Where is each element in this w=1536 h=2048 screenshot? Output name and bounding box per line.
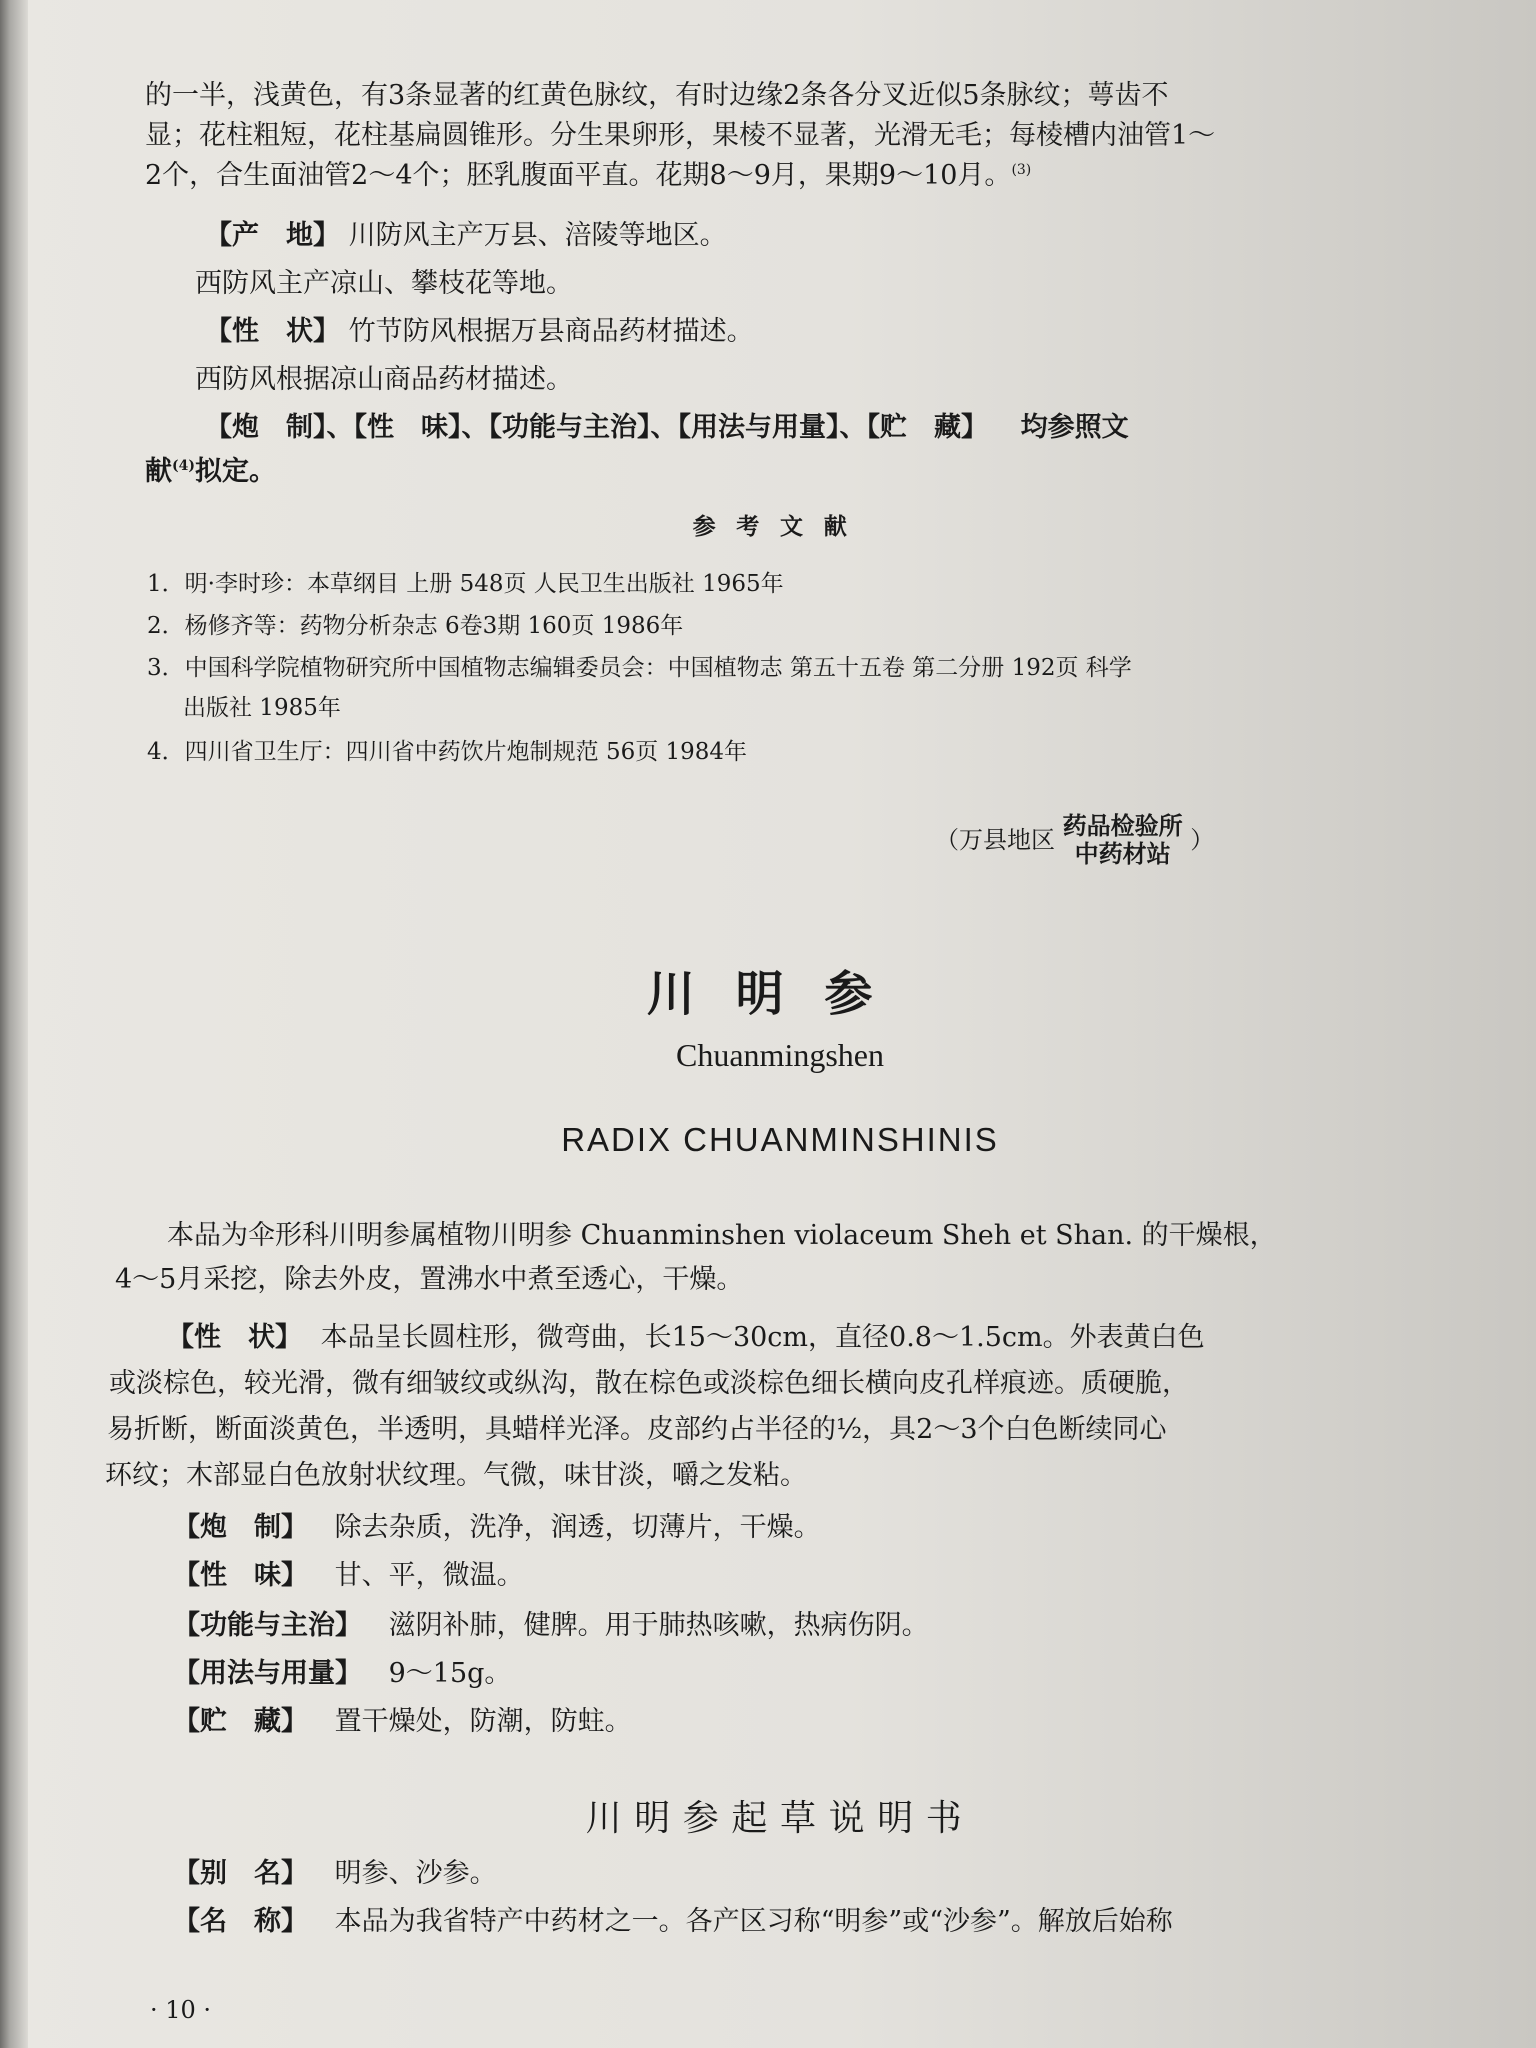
origin-line [205,218,727,254]
affiliation-block [145,812,1415,872]
alias-line [173,1856,497,1892]
reference-item: 3．中国科学院植物研究所中国植物志编辑委员会：中国植物志 第五十五卷 第二分册 192页 科学 [147,655,1132,681]
character-text: 竹节防风根据万县商品药材描述。 [348,316,754,347]
page-binding-shadow [0,0,28,2048]
character-line [205,314,754,350]
body-text-line: 的一半，浅黄色，有3条显著的红黄色脉纹，有时边缘2条各分叉近似5条脉纹；萼齿不 [145,80,1169,111]
field-text: 除去杂质，洗净，润透，切薄片，干燥。 [334,1512,821,1543]
character-line: 环纹；木部显白色放射状纹理。气微，味甘淡，嚼之发粘。 [105,1460,807,1491]
character-line [167,1320,1205,1356]
name-text: 本品为我省特产中药材之一。各产区习称“明参”或“沙参”。解放后始称 [334,1906,1173,1937]
function-field [173,1608,929,1644]
affiliation-units [1063,812,1183,868]
reference-item: 2．杨修齐等：药物分析杂志 6卷3期 160页 1986年 [147,613,684,639]
field-tag: 【性 味】 [173,1560,308,1591]
affiliation-unit: 药品检验所 [1062,811,1183,840]
field-tag: 【炮 制】 [173,1512,308,1543]
field-tag: 【用法与用量】 [173,1658,362,1689]
dosage-field [173,1656,511,1692]
alias-tag: 【别 名】 [173,1858,308,1889]
affiliation-open: （万县地区 [935,826,1055,854]
affiliation [935,812,1214,868]
alias-text: 明参、沙参。 [334,1858,497,1889]
draft-title: 川明参起草说明书 [585,1798,975,1839]
name-tag: 【名 称】 [173,1906,308,1937]
intro-line: 本品为伞形科川明参属植物川明参 Chuanminshen violaceum Sheh et Shan. 的干燥根， [167,1220,1277,1251]
page-number: · 10 · [150,1996,212,2024]
reference-item: 1．明·李时珍：本草纲目 上册 548页 人民卫生出版社 1965年 [147,571,784,597]
field-text: 9～15g。 [388,1658,512,1689]
character-line: 易折断，断面淡黄色，半透明，具蜡样光泽。皮部约占半径的½，具2～3个白色断续同心 [107,1414,1167,1445]
affiliation-unit: 中药材站 [1074,839,1171,868]
character-tag: 【性 状】 [205,316,340,347]
monograph-latin-name: RADIX CHUANMINSHINIS [561,1121,999,1158]
multi-tail: 均参照文 [1020,412,1129,443]
body-text-line [145,158,1031,194]
body-text: 2个，合生面油管2～4个；胚乳腹面平直。花期8～9月，果期9～10月。 [145,160,1012,191]
name-line [173,1904,1173,1940]
character-tag: 【性 状】 [167,1322,302,1353]
multi-tags: 【炮 制】、【性 味】、【功能与主治】、【用法与用量】、【贮 藏】 [205,412,988,443]
character-text: 本品呈长圆柱形，微弯曲，长15～30cm，直径0.8～1.5cm。外表黄白色 [320,1322,1205,1353]
reference-item: 4．四川省卫生厅：四川省中药饮片炮制规范 56页 1984年 [147,739,748,765]
monograph-pinyin: Chuanmingshen [676,1037,884,1073]
storage-field [173,1704,632,1740]
citation-mark: (4) [172,458,195,474]
origin-text: 川防风主产万县、涪陵等地区。 [348,220,727,251]
body-text-line: 显；花柱粗短，花柱基扁圆锥形。分生果卵形，果棱不显著，光滑无毛；每棱槽内油管1～ [145,120,1216,151]
field-text: 置干燥处，防潮，防蛀。 [334,1706,632,1737]
references-heading: 参考文献 [692,513,868,540]
origin-tag: 【产 地】 [205,220,340,251]
origin-line-2: 西防风主产凉山、攀枝花等地。 [195,268,573,299]
reference-item: 出版社 1985年 [183,695,341,721]
field-text: 滋阴补肺，健脾。用于肺热咳嗽，热病伤阴。 [388,1610,929,1641]
character-line-2: 西防风根据凉山商品药材描述。 [195,364,573,395]
intro-line: 4～5月采挖，除去外皮，置沸水中煮至透心，干燥。 [115,1264,744,1295]
processing-field [173,1510,821,1546]
multi-tag-line [205,410,1129,446]
multi-tag-line-2 [145,454,276,490]
monograph-title: 川明参 [646,966,914,1022]
text: 献 [145,456,172,487]
property-field [173,1558,524,1594]
field-tag: 【功能与主治】 [173,1610,362,1641]
field-text: 甘、平，微温。 [334,1560,524,1591]
citation-mark: (3) [1011,162,1032,178]
character-line: 或淡棕色，较光滑，微有细皱纹或纵沟，散在棕色或淡棕色细长横向皮孔样痕迹。质硬脆， [109,1368,1189,1399]
field-tag: 【贮 藏】 [173,1706,308,1737]
affiliation-close: ） [1190,826,1215,854]
text: 拟定。 [195,456,276,487]
